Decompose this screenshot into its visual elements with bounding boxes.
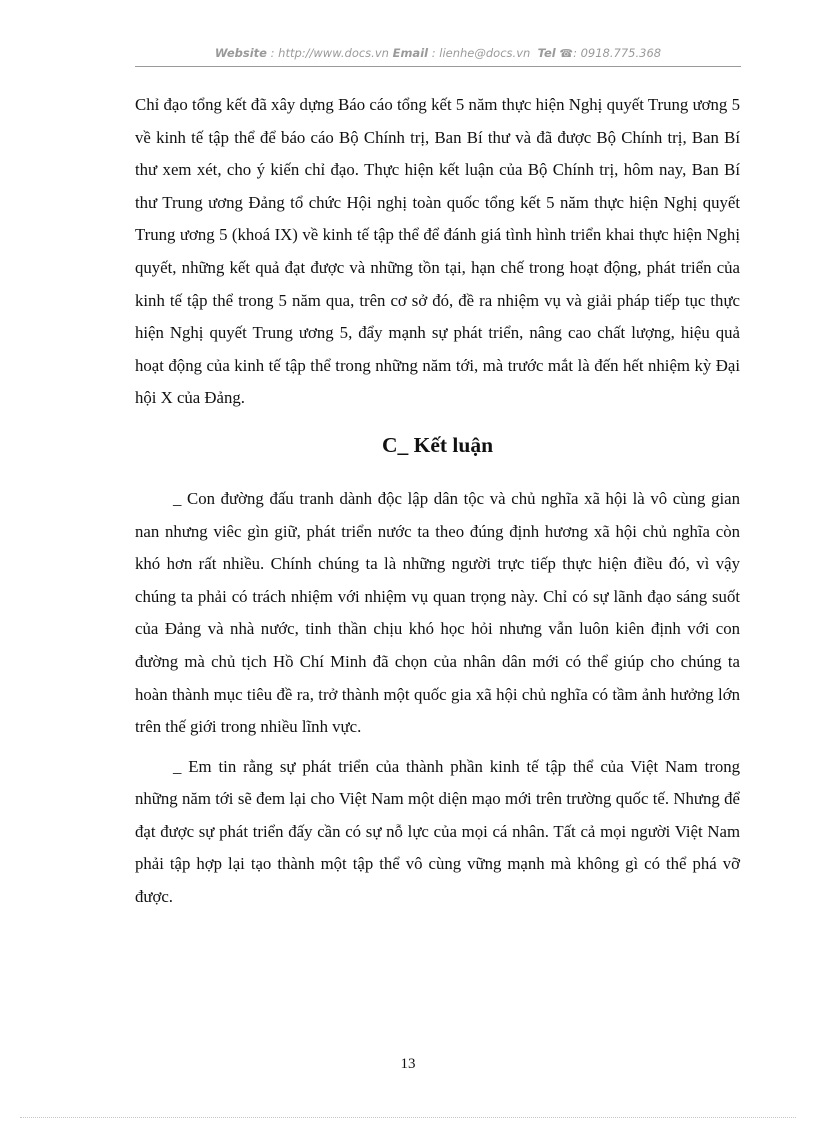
email-address: lienhe@docs.vn bbox=[439, 46, 531, 60]
section-heading: C_ Kết luận bbox=[381, 432, 494, 457]
page-number: 13 bbox=[400, 1056, 416, 1072]
email-separator: : bbox=[428, 46, 440, 60]
email-label: Email bbox=[392, 46, 429, 60]
page-header bbox=[135, 46, 741, 60]
phone-icon: ☎ bbox=[559, 47, 574, 60]
paragraph-summary: Chỉ đạo tổng kết đã xây dựng Báo cáo tổng kết 5 năm thực hiện Nghị quyết Trung ương 5 về kinh tế tập thể để báo cáo Bộ Chính trị, Ban Bí thư và đã được Bộ Chính trị, Ban Bí thư xem xét, cho ý kiến chỉ đạo. Thực hiện kết luận của Bộ Chính trị, hôm nay, Ban Bí thư Trung ương Đảng tổ chức Hội nghị toàn quốc tổng kết 5 năm thực hiện Nghị quyết Trung ương 5 (khoá IX) về kinh tế tập thể để đánh giá tình hình triển khai thực hiện Nghị quyết, những kết quả đạt được và những tồn tại, hạn chế trong hoạt động, phát triển của kinh tế tập thể trong 5 năm qua, trên cơ sở đó, đề ra nhiệm vụ và giải pháp tiếp tục thực hiện Nghị quyết Trung ương 5, đẩy mạnh sự phát triển, nâng cao chất lượng, hiệu quả hoạt động của kinh tế tập thể trong những năm tới, mà trước mắt là đến hết nhiệm kỳ Đại hội X của Đảng. bbox=[135, 95, 740, 408]
website-separator: : bbox=[266, 46, 279, 60]
paragraph-conclusion-2: _ Em tin rằng sự phát triển của thành phần kinh tế tập thể của Việt Nam trong những năm tới sẽ đem lại cho Việt Nam một diện mạo mới trên trường quốc tế. Nhưng để đạt được sự phát triển đấy cần có sự nỗ lực của mọi cá nhân. Tất cả mọi người Việt Nam phải tập hợp lại tạo thành một tập thể vô cùng vững mạnh mà không gì có thể phá vỡ được. bbox=[135, 756, 740, 907]
document-body bbox=[135, 89, 740, 914]
header-divider bbox=[135, 66, 741, 67]
tel-label: Tel bbox=[537, 46, 556, 60]
website-url: http://www.docs.vn bbox=[278, 46, 389, 60]
website-label: Website bbox=[214, 46, 267, 60]
page-bottom-border bbox=[20, 1117, 796, 1118]
paragraph-conclusion-1: _ Con đường đấu tranh dành độc lập dân tộc và chủ nghĩa xã hội là vô cùng gian nan nhưng viêc gìn giữ, phát triển nước ta theo đúng định hương xã hội chủ nghĩa còn khó hơn rất nhiều. Chính chúng ta là những người trực tiếp thực hiện điều đó, vì vậy chúng ta phải có trách nhiệm với nhiệm vụ quan trọng này. Chỉ có sự lãnh đạo sáng suốt của Đảng và nhà nước, tinh thần chịu khó học hỏi nhưng vẫn luôn kiên định với con đường mà chủ tịch Hồ Chí Minh đã chọn của nhân dân mới có thể giúp cho chúng ta hoàn thành mục tiêu đề ra, trở thành một quốc gia xã hội chủ nghĩa có tầm ảnh hưởng lớn trên thế giới trong nhiều lĩnh vực. bbox=[135, 488, 740, 737]
tel-number: : 0918.775.368 bbox=[573, 46, 662, 60]
